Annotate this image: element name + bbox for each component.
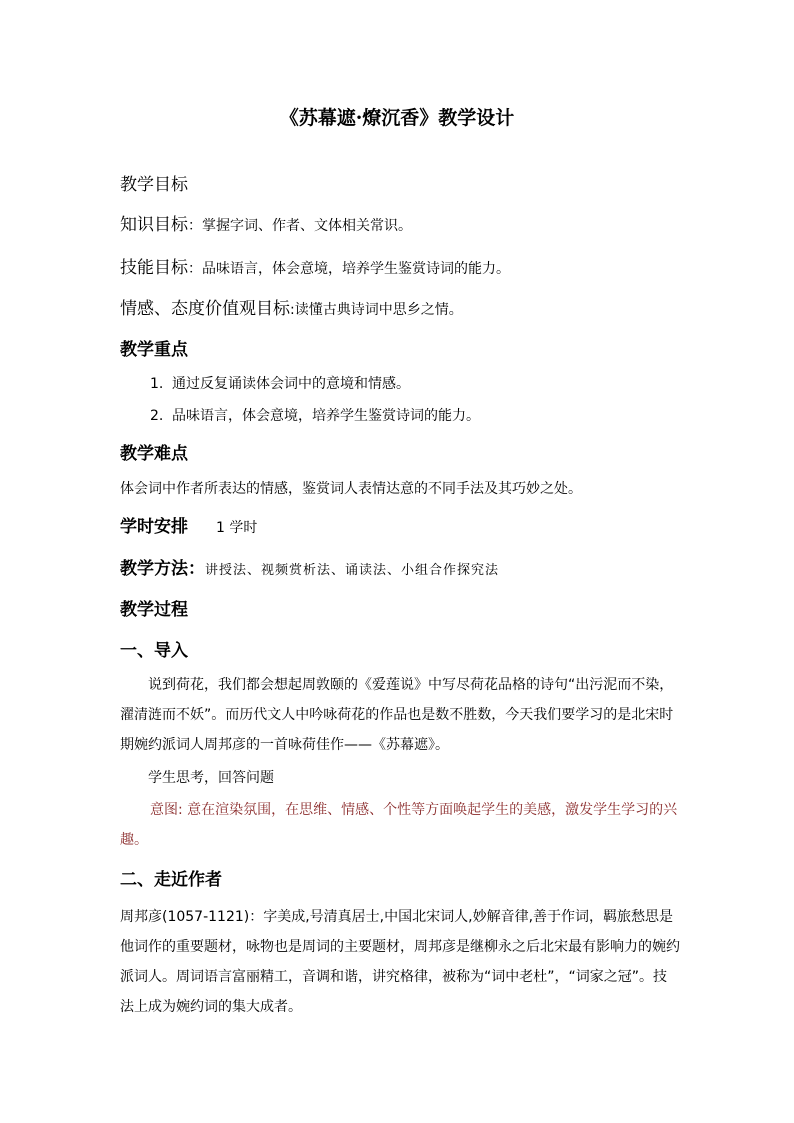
knowledge-goal xyxy=(120,210,680,235)
student-activity: 学生思考，回答问题 xyxy=(148,770,274,786)
emotion-goal xyxy=(120,294,680,319)
knowledge-goal-label: 知识目标 xyxy=(120,215,188,235)
key-point-item xyxy=(150,373,710,393)
difficulty-text: 体会词中作者所表达的情感，鉴赏词人表情达意的不同手法及其巧妙之处。 xyxy=(120,481,582,497)
heading-process: 教学过程 xyxy=(120,600,188,620)
emotion-goal-text: :读懂古典诗词中思乡之情。 xyxy=(290,302,463,318)
key-point-number: 2. xyxy=(150,408,164,424)
intent-paragraph xyxy=(120,795,680,855)
key-point-text: 通过反复诵读体会词中的意境和情感。 xyxy=(172,376,410,392)
intent-label: 意图: xyxy=(150,802,183,818)
heading-goals: 教学目标 xyxy=(120,175,188,195)
heading-key-points: 教学重点 xyxy=(120,340,188,360)
heading-author: 二、走近作者 xyxy=(120,870,222,890)
intent-text: 意在渲染氛围，在思维、情感、个性等方面唤起学生的美感，激发学生学习的兴趣。 xyxy=(120,802,678,848)
heading-methods: 教学方法： xyxy=(120,559,205,579)
heading-intro: 一、导入 xyxy=(120,641,188,661)
skill-goal xyxy=(120,253,680,278)
heading-hours: 学时安排 xyxy=(120,517,188,537)
key-point-number: 1. xyxy=(150,376,164,392)
hours-line xyxy=(120,512,680,537)
skill-goal-label: 技能目标 xyxy=(120,258,188,278)
key-point-text: 品味语言，体会意境，培养学生鉴赏诗词的能力。 xyxy=(172,408,480,424)
page-title: 《苏幕遮·燎沉香》教学设计 xyxy=(279,107,515,129)
heading-difficulty: 教学难点 xyxy=(120,444,188,464)
emotion-goal-label: 情感、态度价值观目标 xyxy=(120,299,290,319)
skill-goal-text: ：品味语言，体会意境，培养学生鉴赏诗词的能力。 xyxy=(188,261,510,277)
key-point-item xyxy=(150,405,710,425)
hours-value: 1 学时 xyxy=(216,520,258,536)
intro-paragraph: 说到荷花，我们都会想起周敦颐的《爱莲说》中写尽荷花品格的诗句“出污泥而不染，濯清涟而不妖”。而历代文人中吟咏荷花的作品也是数不胜数，今天我们要学习的是北宋时期婉约派词人周邦彦的一首咏荷佳作——《苏幕遮》。 xyxy=(120,677,674,753)
author-paragraph: 周邦彦(1057-1121)：字美成,号清真居士,中国北宋词人,妙解音律,善于作词，羁旅愁思是他词作的重要题材，咏物也是周词的主要题材，周邦彦是继柳永之后北宋最有影响力的婉约派词人。周词语言富丽精工，音调和谐，讲究格律，被称为“词中老杜”，“词家之冠”。技法上成为婉约词的集大成者。 xyxy=(120,909,680,1015)
knowledge-goal-text: ：掌握字词、作者、文体相关常识。 xyxy=(188,218,412,234)
methods-text: 讲授法、视频赏析法、诵读法、小组合作探究法 xyxy=(205,563,500,578)
methods-line xyxy=(120,554,680,579)
